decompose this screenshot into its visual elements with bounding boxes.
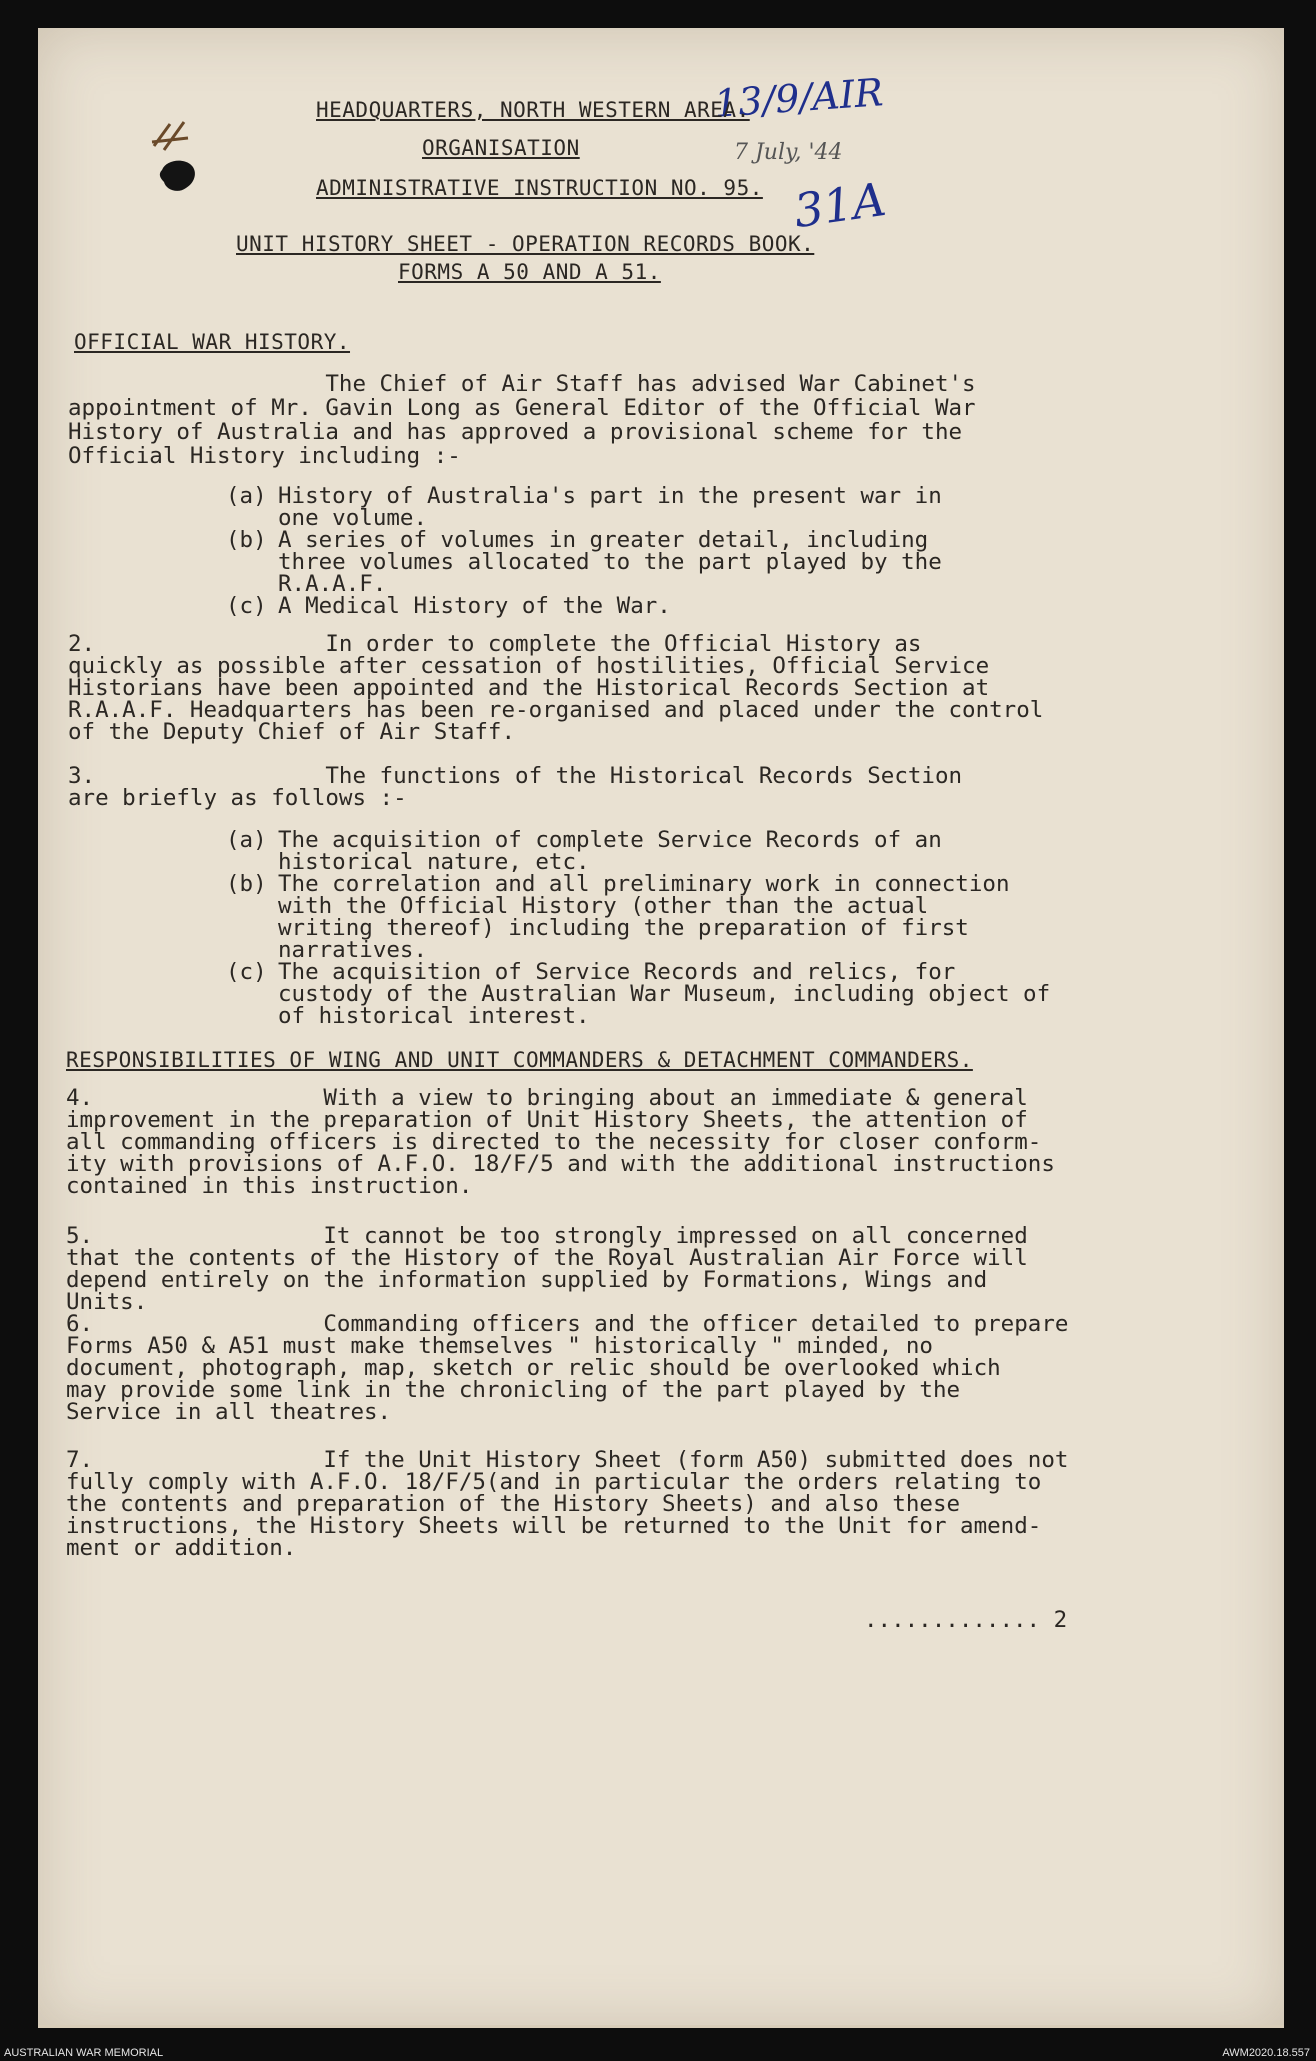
- paper-edge: [38, 2025, 1284, 2028]
- header-line-5: FORMS A 50 AND A 51.: [398, 260, 661, 284]
- pencil-tick-mark: [148, 116, 194, 156]
- item-text: R.A.A.F.: [278, 571, 387, 597]
- para-4-line-5: contained in this instruction.: [66, 1173, 473, 1199]
- para-2-line-2: quickly as possible after cessation of hostilities, Official Service: [68, 653, 990, 679]
- para-2-line-4: R.A.A.F. Headquarters has been re-organised and placed under the control: [68, 697, 1044, 723]
- para-1-line-1: The Chief of Air Staff has advised War Cabinet's: [68, 371, 976, 397]
- section-heading-responsibilities: RESPONSIBILITIES OF WING AND UNIT COMMANDERS & DETACHMENT COMMANDERS.: [66, 1048, 973, 1072]
- para-5-line-3: depend entirely on the information supplied by Formations, Wings and: [66, 1267, 988, 1293]
- para-1-line-4: Official History including :-: [68, 443, 461, 469]
- item-text: narratives.: [278, 937, 428, 963]
- page-continuation-marker: ............. 2: [864, 1607, 1068, 1633]
- handwritten-file-reference: 13/9/AIR: [712, 70, 885, 126]
- para-6-line-1: 6. Commanding officers and the officer detailed to prepare: [66, 1311, 1069, 1337]
- para-4-line-1: 4. With a view to bringing about an immediate & general: [66, 1085, 1028, 1111]
- item-label: (a): [226, 483, 267, 509]
- item-label: (a): [226, 827, 267, 853]
- para-5-line-1: 5. It cannot be too strongly impressed on all concerned: [66, 1223, 1028, 1249]
- para-7-line-3: the contents and preparation of the History Sheets) and also these: [66, 1491, 961, 1517]
- para-3-line-1: 3. The functions of the Historical Records Section: [68, 763, 963, 789]
- item-text: The acquisition of complete Service Records of an: [278, 827, 942, 853]
- handwritten-date: 7 July, '44: [734, 140, 843, 165]
- item-label: (b): [226, 871, 267, 897]
- para-4-line-2: improvement in the preparation of Unit History Sheets, the attention of: [66, 1107, 1028, 1133]
- item-text: History of Australia's part in the present war in: [278, 483, 942, 509]
- item-text: A series of volumes in greater detail, including: [278, 527, 929, 553]
- para-7-line-5: ment or addition.: [66, 1535, 297, 1561]
- para-4-line-3: all commanding officers is directed to the necessity for closer conform-: [66, 1129, 1042, 1155]
- ink-blot: [156, 156, 200, 194]
- para-2-line-5: of the Deputy Chief of Air Staff.: [68, 719, 516, 745]
- item-text: three volumes allocated to the part played by the: [278, 549, 942, 575]
- para-1-line-2: appointment of Mr. Gavin Long as General Editor of the Official War: [68, 395, 976, 421]
- item-text: custody of the Australian War Museum, including object of: [278, 981, 1051, 1007]
- para-5-line-2: that the contents of the History of the Royal Australian Air Force will: [66, 1245, 1028, 1271]
- para-4-line-4: ity with provisions of A.F.O. 18/F/5 and with the additional instructions: [66, 1151, 1055, 1177]
- header-line-2: ORGANISATION: [422, 136, 580, 160]
- handwritten-folio-number: 31A: [790, 171, 890, 239]
- footer-source-label: AUSTRALIAN WAR MEMORIAL: [4, 2047, 164, 2059]
- para-5-line-4: Units.: [66, 1289, 148, 1315]
- para-7-line-4: instructions, the History Sheets will be returned to the Unit for amend-: [66, 1513, 1042, 1539]
- para-2-line-1: 2. In order to complete the Official History as: [68, 631, 922, 657]
- item-text: with the Official History (other than the actual: [278, 893, 929, 919]
- para-1-line-3: History of Australia and has approved a provisional scheme for the: [68, 419, 963, 445]
- item-text: of historical interest.: [278, 1003, 590, 1029]
- item-text: one volume.: [278, 505, 428, 531]
- footer-accession-number: AWM2020.18.557: [1222, 2047, 1310, 2059]
- section-heading-official-war-history: OFFICIAL WAR HISTORY.: [74, 330, 351, 354]
- para-3-line-2: are briefly as follows :-: [68, 785, 407, 811]
- header-line-3: ADMINISTRATIVE INSTRUCTION NO. 95.: [316, 176, 763, 200]
- item-text: A Medical History of the War.: [278, 593, 671, 619]
- document-page: [38, 28, 1284, 2028]
- item-text: historical nature, etc.: [278, 849, 590, 875]
- para-6-line-5: Service in all theatres.: [66, 1399, 392, 1425]
- item-label: (c): [226, 593, 267, 619]
- para-2-line-3: Historians have been appointed and the Historical Records Section at: [68, 675, 990, 701]
- para-6-line-4: may provide some link in the chronicling of the part played by the: [66, 1377, 961, 1403]
- header-line-4: UNIT HISTORY SHEET - OPERATION RECORDS BOOK.: [236, 232, 815, 256]
- para-6-line-2: Forms A50 & A51 must make themselves " historically " minded, no: [66, 1333, 933, 1359]
- header-line-1: HEADQUARTERS, NORTH WESTERN AREA.: [316, 98, 750, 122]
- item-label: (b): [226, 527, 267, 553]
- item-text: writing thereof) including the preparation of first: [278, 915, 969, 941]
- item-text: The correlation and all preliminary work in connection: [278, 871, 1010, 897]
- para-6-line-3: document, photograph, map, sketch or relic should be overlooked which: [66, 1355, 1001, 1381]
- para-7-line-2: fully comply with A.F.O. 18/F/5(and in particular the orders relating to: [66, 1469, 1042, 1495]
- item-text: The acquisition of Service Records and relics, for: [278, 959, 956, 985]
- item-label: (c): [226, 959, 267, 985]
- para-7-line-1: 7. If the Unit History Sheet (form A50) submitted does not: [66, 1447, 1069, 1473]
